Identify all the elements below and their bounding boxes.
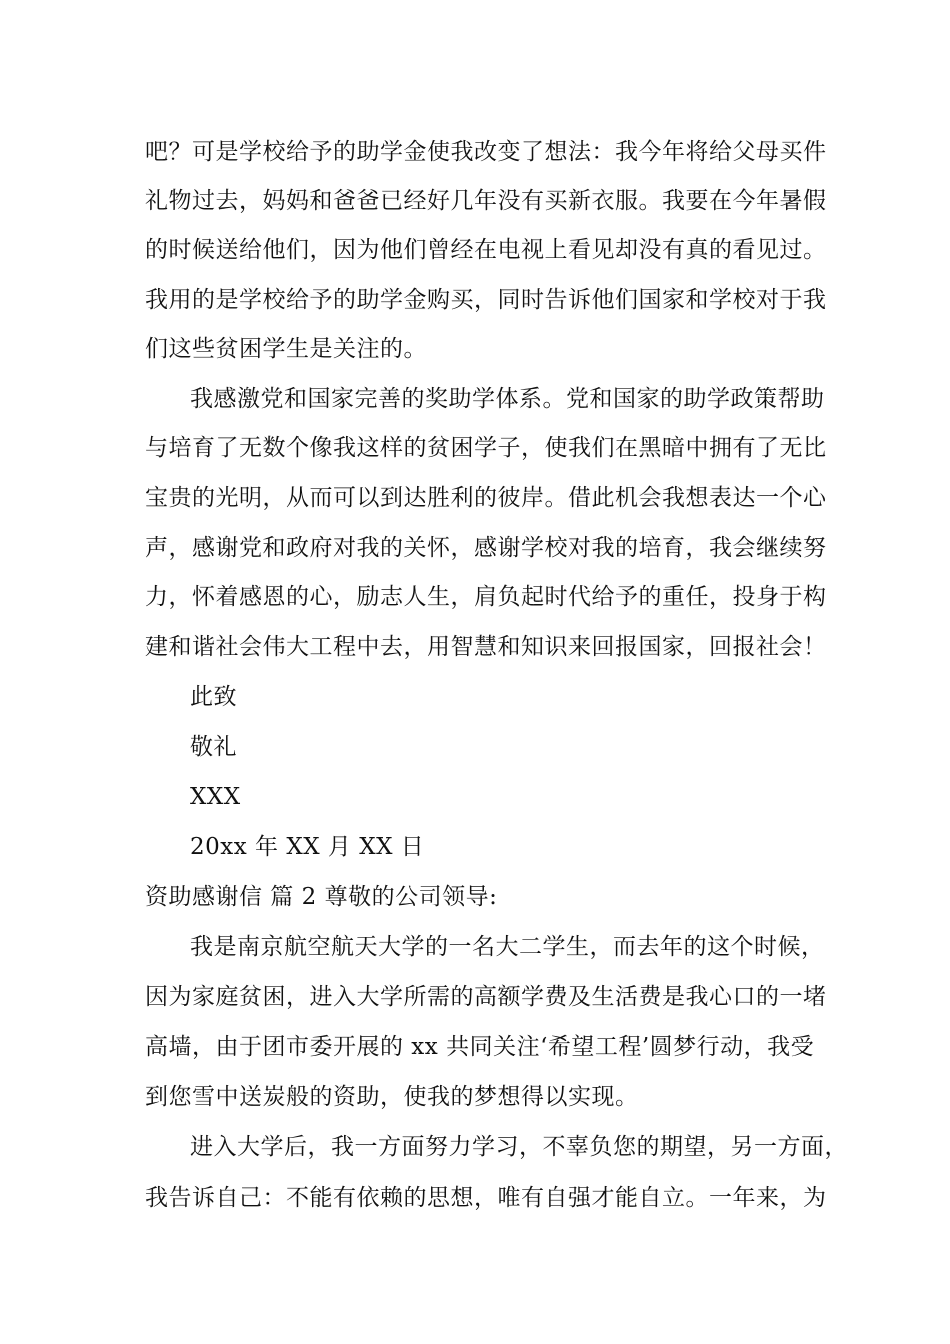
paragraph-line: 我告诉自己：不能有依赖的思想，唯有自强才能自立。一年来，为 [145,1185,827,1211]
paragraph-line: 因为家庭贫困，进入大学所需的高额学费及生活费是我心口的一堵 [145,984,827,1010]
paragraph-line: 宝贵的光明，从而可以到达胜利的彼岸。借此机会我想表达一个心 [145,485,827,511]
paragraph-line: 高墙，由于团市委开展的 xx 共同关注‘希望工程’圆梦行动，我受 [145,1034,815,1060]
paragraph-line: 我用的是学校给予的助学金购买，同时告诉他们国家和学校对于我 [145,287,827,313]
section-heading: 资助感谢信 篇 2 尊敬的公司领导: [145,884,498,910]
paragraph-line: 力，怀着感恩的心，励志人生，肩负起时代给予的重任，投身于构 [145,584,827,610]
paragraph-line: 与培育了无数个像我这样的贫困学子，使我们在黑暗中拥有了无比 [145,435,827,461]
paragraph-line: 声，感谢党和政府对我的关怀，感谢学校对我的培育，我会继续努 [145,535,827,561]
paragraph-line: 我感激党和国家完善的奖助学体系。党和国家的助学政策帮助 [190,386,825,412]
paragraph-line: 到您雪中送炭般的资助，使我的梦想得以实现。 [145,1084,639,1110]
paragraph-line: 的时候送给他们，因为他们曾经在电视上看见却没有真的看见过。 [145,237,827,263]
closing-salutation: 此致 [190,684,237,710]
paragraph-line: 建和谐社会伟大工程中去，用智慧和知识来回报国家，回报社会！ [145,634,827,660]
signature-name: XXX [190,784,241,810]
closing-regards: 敬礼 [190,734,237,760]
paragraph-line: 我是南京航空航天大学的一名大二学生，而去年的这个时候， [190,934,825,960]
paragraph-line: 们这些贫困学生是关注的。 [145,336,427,362]
paragraph-line: 吧？可是学校给予的助学金使我改变了想法：我今年将给父母买件 [145,139,827,165]
paragraph-line: 礼物过去，妈妈和爸爸已经好几年没有买新衣服。我要在今年暑假 [145,188,827,214]
paragraph-line: 进入大学后，我一方面努力学习，不辜负您的期望，另一方面， [190,1134,848,1160]
signature-date: 20xx 年 XX 月 XX 日 [190,834,425,860]
